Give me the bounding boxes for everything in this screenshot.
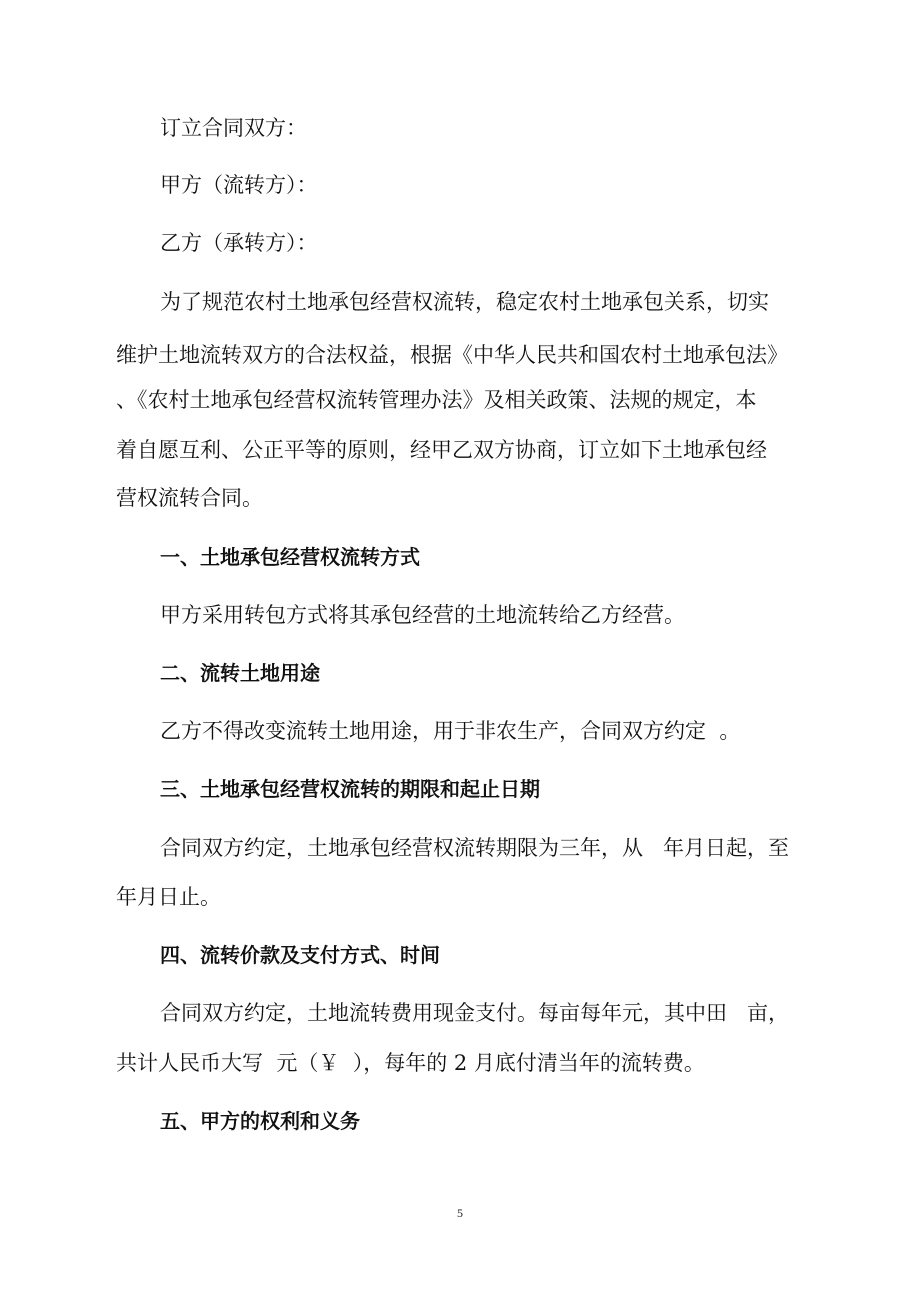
preamble-line: 营权流转合同。	[116, 486, 263, 510]
section-heading: 三、土地承包经营权流转的期限和起止日期	[160, 777, 540, 801]
section-heading: 四、流转价款及支付方式、时间	[160, 943, 440, 967]
section-body-line: 年月日止。	[116, 885, 221, 909]
section-body-line: 共计人民币大写 元（￥ ），每年的 2 月底付清当年的流转费。	[116, 1051, 705, 1075]
section-body-line: 甲方采用转包方式将其承包经营的土地流转给乙方经营。	[160, 603, 685, 627]
preamble-line: 为了规范农村土地承包经营权流转，稳定农村土地承包关系，切实	[160, 290, 769, 314]
section-heading: 五、甲方的权利和义务	[160, 1109, 360, 1133]
party-b-line: 乙方（承转方）：	[160, 231, 318, 255]
parties-intro: 订立合同双方：	[160, 116, 307, 140]
section-heading: 一、土地承包经营权流转方式	[160, 545, 420, 569]
section-heading: 二、流转土地用途	[160, 661, 320, 685]
preamble-line: 、《农村土地承包经营权流转管理办法》及相关政策、法规的规定，本	[116, 388, 757, 412]
preamble-line: 维护土地流转双方的合法权益，根据《中华人民共和国农村土地承包法》	[116, 343, 788, 367]
party-a-line: 甲方（流转方）：	[160, 173, 318, 197]
section-body-line: 乙方不得改变流转土地用途，用于非农生产，合同双方约定 。	[160, 719, 741, 743]
section-body-line: 合同双方约定，土地承包经营权流转期限为三年，从 年月日起，至	[160, 836, 790, 860]
page-number: 5	[457, 1206, 463, 1220]
preamble-line: 着自愿互利、公正平等的原则，经甲乙双方协商，订立如下土地承包经	[116, 438, 767, 462]
section-body-line: 合同双方约定，土地流转费用现金支付。每亩每年元，其中田 亩，	[160, 1001, 790, 1025]
